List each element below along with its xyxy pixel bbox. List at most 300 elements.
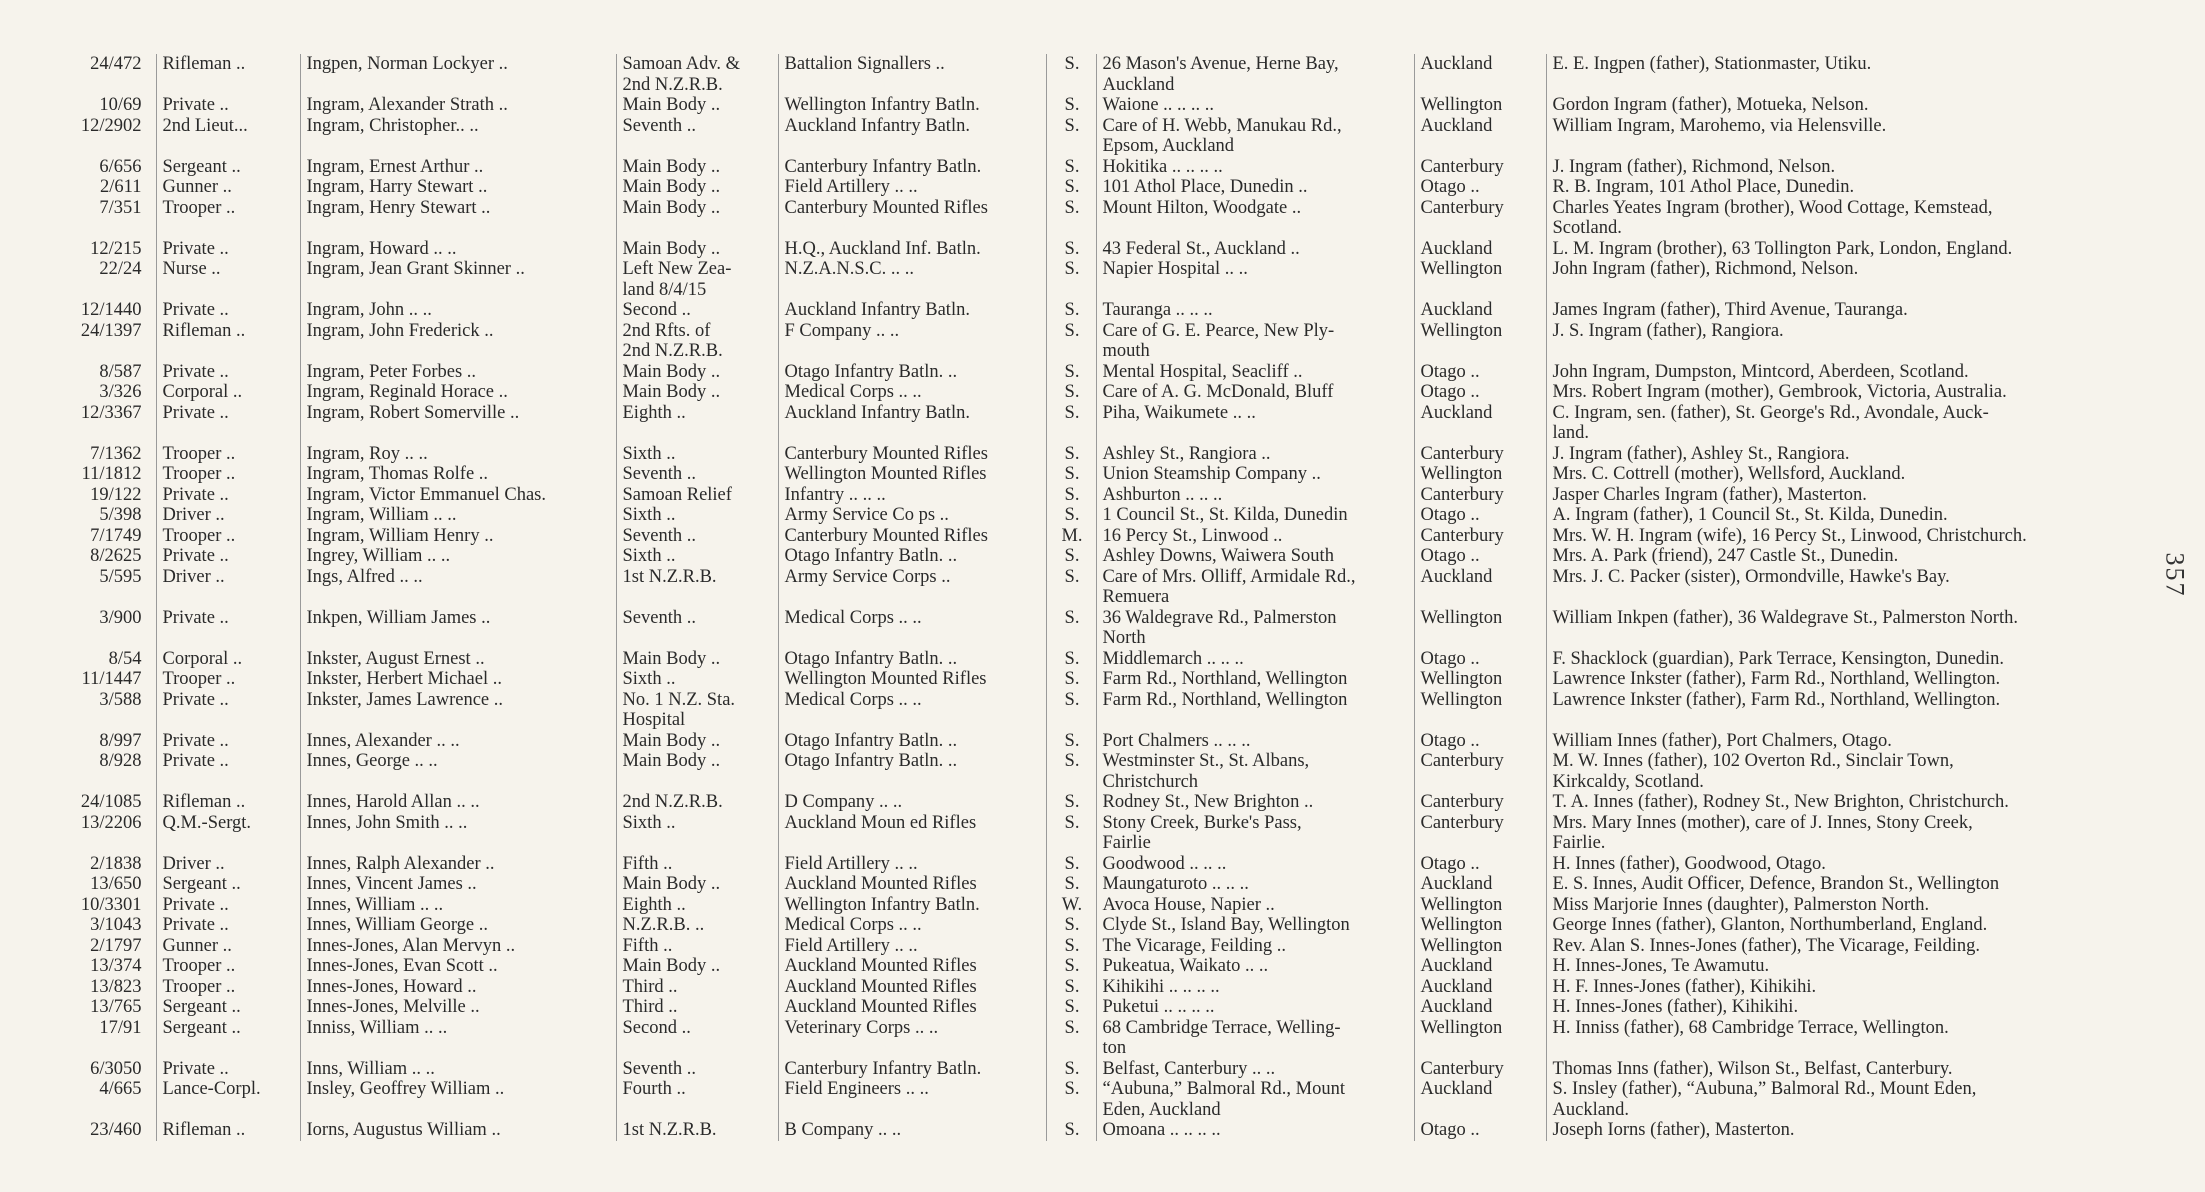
cell-name: Iorns, Augustus William .. — [300, 1120, 616, 1141]
cell-name: Ingram, Jean Grant Skinner .. — [300, 259, 616, 300]
cell-draft: Sixth .. — [616, 444, 778, 465]
table-row — [60, 1079, 2140, 1120]
cell-relative: H. F. Innes-Jones (father), Kihikihi. — [1546, 977, 2140, 998]
cell-marr: S. — [1046, 177, 1096, 198]
table-row — [60, 977, 2140, 998]
cell-marr: S. — [1046, 690, 1096, 731]
table-row — [60, 95, 2140, 116]
cell-addr: Tauranga .. .. .. — [1096, 300, 1414, 321]
page-number: 357 — [2160, 552, 2190, 598]
cell-addr: Care of H. Webb, Manukau Rd., Epsom, Auckland — [1096, 116, 1414, 157]
cell-draft: Main Body .. — [616, 362, 778, 383]
table-row — [60, 485, 2140, 506]
cell-name: Ingrey, William .. .. — [300, 546, 616, 567]
cell-rank: Driver .. — [156, 854, 300, 875]
cell-rank: Rifleman .. — [156, 1120, 300, 1141]
cell-relative: J. Ingram (father), Ashley St., Rangiora. — [1546, 444, 2140, 465]
cell-marr: S. — [1046, 198, 1096, 239]
cell-unit: Otago Infantry Batln. .. — [778, 546, 1046, 567]
cell-addr: 43 Federal St., Auckland .. — [1096, 239, 1414, 260]
cell-rank: Private .. — [156, 362, 300, 383]
cell-relative: Gordon Ingram (father), Motueka, Nelson. — [1546, 95, 2140, 116]
cell-rank: Rifleman .. — [156, 792, 300, 813]
cell-reg: 10/3301 — [80, 894, 142, 915]
cell-district: Wellington — [1414, 1018, 1546, 1059]
cell-draft: 1st N.Z.R.B. — [616, 1120, 778, 1141]
cell-draft: No. 1 N.Z. Sta. Hospital — [616, 690, 778, 731]
cell-addr: Care of Mrs. Olliff, Armidale Rd., Remuera — [1096, 567, 1414, 608]
cell-draft: Seventh .. — [616, 1059, 778, 1080]
cell-district: Otago .. — [1414, 505, 1546, 526]
cell-unit: Auckland Mounted Rifles — [778, 997, 1046, 1018]
cell-reg: 8/997 — [99, 730, 142, 751]
cell-reg: 3/588 — [99, 689, 142, 710]
cell-relative: George Innes (father), Glanton, Northumberland, England. — [1546, 915, 2140, 936]
cell-reg: 12/3367 — [80, 402, 142, 423]
cell-relative: William Innes (father), Port Chalmers, Otago. — [1546, 731, 2140, 752]
cell-addr: Ashburton .. .. .. — [1096, 485, 1414, 506]
cell-reg: 5/595 — [99, 566, 142, 587]
table-row — [60, 915, 2140, 936]
cell-draft: Main Body .. — [616, 382, 778, 403]
cell-relative: John Ingram, Dumpston, Mintcord, Aberdeen, Scotland. — [1546, 362, 2140, 383]
table-row — [60, 1018, 2140, 1059]
cell-addr: Goodwood .. .. .. — [1096, 854, 1414, 875]
cell-reg: 7/1749 — [90, 525, 142, 546]
cell-relative: Mrs. A. Park (friend), 247 Castle St., Dunedin. — [1546, 546, 2140, 567]
cell-draft: Sixth .. — [616, 505, 778, 526]
cell-marr: S. — [1046, 956, 1096, 977]
cell-addr: Avoca House, Napier .. — [1096, 895, 1414, 916]
table-row — [60, 690, 2140, 731]
cell-draft: Seventh .. — [616, 526, 778, 547]
cell-marr: S. — [1046, 874, 1096, 895]
cell-draft: 2nd Rfts. of 2nd N.Z.R.B. — [616, 321, 778, 362]
cell-name: Ingram, Henry Stewart .. — [300, 198, 616, 239]
table-row — [60, 54, 2140, 95]
cell-name: Ingram, William Henry .. — [300, 526, 616, 547]
cell-rank: Rifleman .. — [156, 54, 300, 95]
cell-rank: Trooper .. — [156, 464, 300, 485]
table-row — [60, 895, 2140, 916]
cell-marr: W. — [1046, 895, 1096, 916]
cell-rank: Corporal .. — [156, 382, 300, 403]
cell-unit: Auckland Mounted Rifles — [778, 977, 1046, 998]
cell-draft: Seventh .. — [616, 608, 778, 649]
cell-draft: Third .. — [616, 997, 778, 1018]
cell-addr: Stony Creek, Burke's Pass, Fairlie — [1096, 813, 1414, 854]
cell-name: Inns, William .. .. — [300, 1059, 616, 1080]
cell-marr: S. — [1046, 300, 1096, 321]
cell-draft: Main Body .. — [616, 751, 778, 792]
cell-rank: Lance-Corpl. — [156, 1079, 300, 1120]
cell-name: Ingram, Alexander Strath .. — [300, 95, 616, 116]
table-row — [60, 116, 2140, 157]
cell-relative: William Inkpen (father), 36 Waldegrave St., Palmerston North. — [1546, 608, 2140, 649]
cell-draft: Seventh .. — [616, 464, 778, 485]
cell-rank: Private .. — [156, 485, 300, 506]
cell-relative: M. W. Innes (father), 102 Overton Rd., Sinclair Town, Kirkcaldy, Scotland. — [1546, 751, 2140, 792]
cell-district: Canterbury — [1414, 813, 1546, 854]
table-row — [60, 505, 2140, 526]
cell-addr: “Aubuna,” Balmoral Rd., Mount Eden, Auckland — [1096, 1079, 1414, 1120]
cell-relative: T. A. Innes (father), Rodney St., New Brighton, Christchurch. — [1546, 792, 2140, 813]
cell-reg: 3/900 — [99, 607, 142, 628]
cell-name: Inkster, August Ernest .. — [300, 649, 616, 670]
cell-district: Wellington — [1414, 95, 1546, 116]
cell-unit: Auckland Moun ed Rifles — [778, 813, 1046, 854]
cell-unit: Auckland Infantry Batln. — [778, 403, 1046, 444]
cell-reg: 13/374 — [90, 956, 142, 976]
cell-unit: Otago Infantry Batln. .. — [778, 751, 1046, 792]
cell-draft: Sixth .. — [616, 813, 778, 854]
cell-name: Inniss, William .. .. — [300, 1018, 616, 1059]
cell-reg: 8/54 — [108, 648, 142, 669]
cell-unit: Field Engineers .. .. — [778, 1079, 1046, 1120]
table-row — [60, 813, 2140, 854]
table-row — [60, 608, 2140, 649]
cell-marr: S. — [1046, 116, 1096, 157]
cell-addr: Union Steamship Company .. — [1096, 464, 1414, 485]
cell-reg: 10/69 — [99, 95, 142, 115]
cell-rank: Private .. — [156, 95, 300, 116]
cell-unit: Battalion Signallers .. — [778, 54, 1046, 95]
cell-district: Auckland — [1414, 403, 1546, 444]
table-row — [60, 1059, 2140, 1080]
cell-relative: Charles Yeates Ingram (brother), Wood Cottage, Kemstead, Scotland. — [1546, 198, 2140, 239]
cell-name: Inkpen, William James .. — [300, 608, 616, 649]
cell-reg: 4/665 — [99, 1079, 142, 1099]
cell-addr: Pukeatua, Waikato .. .. — [1096, 956, 1414, 977]
cell-unit: Veterinary Corps .. .. — [778, 1018, 1046, 1059]
cell-unit: Auckland Mounted Rifles — [778, 874, 1046, 895]
cell-relative: Rev. Alan S. Innes-Jones (father), The Vicarage, Feilding. — [1546, 936, 2140, 957]
table-row — [60, 936, 2140, 957]
cell-district: Auckland — [1414, 956, 1546, 977]
cell-rank: Private .. — [156, 300, 300, 321]
cell-district: Otago .. — [1414, 1120, 1546, 1141]
cell-addr: Piha, Waikumete .. .. — [1096, 403, 1414, 444]
cell-name: Ingram, Thomas Rolfe .. — [300, 464, 616, 485]
cell-district: Canterbury — [1414, 526, 1546, 547]
cell-addr: The Vicarage, Feilding .. — [1096, 936, 1414, 957]
cell-marr: S. — [1046, 1120, 1096, 1141]
cell-relative: H. Innes-Jones (father), Kihikihi. — [1546, 997, 2140, 1018]
cell-reg: 22/24 — [99, 259, 142, 279]
cell-unit: Wellington Mounted Rifles — [778, 464, 1046, 485]
cell-reg: 6/656 — [99, 156, 142, 177]
cell-rank: Sergeant .. — [156, 1018, 300, 1059]
cell-draft: Seventh .. — [616, 116, 778, 157]
cell-relative: John Ingram (father), Richmond, Nelson. — [1546, 259, 2140, 300]
nominal-roll-table — [60, 54, 2140, 1141]
cell-relative: J. S. Ingram (father), Rangiora. — [1546, 321, 2140, 362]
cell-name: Ings, Alfred .. .. — [300, 567, 616, 608]
cell-marr: S. — [1046, 977, 1096, 998]
cell-unit: Otago Infantry Batln. .. — [778, 649, 1046, 670]
cell-district: Wellington — [1414, 608, 1546, 649]
cell-district: Auckland — [1414, 239, 1546, 260]
cell-addr: Port Chalmers .. .. .. — [1096, 731, 1414, 752]
table-row — [60, 157, 2140, 178]
cell-unit: Canterbury Mounted Rifles — [778, 526, 1046, 547]
cell-district: Auckland — [1414, 1079, 1546, 1120]
cell-unit: Wellington Mounted Rifles — [778, 669, 1046, 690]
cell-district: Otago .. — [1414, 362, 1546, 383]
cell-name: Innes-Jones, Melville .. — [300, 997, 616, 1018]
cell-relative: Lawrence Inkster (father), Farm Rd., Northland, Wellington. — [1546, 690, 2140, 731]
table-row — [60, 669, 2140, 690]
cell-addr: Maungaturoto .. .. .. — [1096, 874, 1414, 895]
cell-name: Ingram, Roy .. .. — [300, 444, 616, 465]
cell-district: Wellington — [1414, 936, 1546, 957]
cell-district: Canterbury — [1414, 444, 1546, 465]
cell-reg: 7/351 — [99, 197, 142, 218]
cell-addr: 26 Mason's Avenue, Herne Bay, Auckland — [1096, 54, 1414, 95]
cell-marr: S. — [1046, 362, 1096, 383]
cell-unit: Canterbury Infantry Batln. — [778, 157, 1046, 178]
cell-marr: S. — [1046, 403, 1096, 444]
cell-unit: N.Z.A.N.S.C. .. .. — [778, 259, 1046, 300]
cell-name: Innes, John Smith .. .. — [300, 813, 616, 854]
cell-marr: S. — [1046, 444, 1096, 465]
table-row — [60, 649, 2140, 670]
cell-marr: S. — [1046, 54, 1096, 95]
cell-name: Innes, William George .. — [300, 915, 616, 936]
cell-addr: Mount Hilton, Woodgate .. — [1096, 198, 1414, 239]
cell-addr: Napier Hospital .. .. — [1096, 259, 1414, 300]
cell-rank: Trooper .. — [156, 956, 300, 977]
cell-district: Auckland — [1414, 116, 1546, 157]
cell-name: Innes, Harold Allan .. .. — [300, 792, 616, 813]
cell-marr: S. — [1046, 854, 1096, 875]
cell-addr: 36 Waldegrave Rd., Palmerston North — [1096, 608, 1414, 649]
cell-addr: 16 Percy St., Linwood .. — [1096, 526, 1414, 547]
cell-relative: Joseph Iorns (father), Masterton. — [1546, 1120, 2140, 1141]
cell-reg: 12/215 — [90, 238, 142, 259]
cell-addr: 1 Council St., St. Kilda, Dunedin — [1096, 505, 1414, 526]
table-row — [60, 1120, 2140, 1141]
cell-reg: 2/611 — [100, 177, 142, 197]
cell-unit: Army Service Co ps .. — [778, 505, 1046, 526]
table-row — [60, 731, 2140, 752]
cell-reg: 11/1447 — [81, 669, 142, 689]
cell-relative: Mrs. Robert Ingram (mother), Gembrook, Victoria, Australia. — [1546, 382, 2140, 403]
cell-draft: Main Body .. — [616, 649, 778, 670]
cell-name: Ingram, Christopher.. .. — [300, 116, 616, 157]
cell-name: Ingram, Ernest Arthur .. — [300, 157, 616, 178]
cell-rank: Trooper .. — [156, 444, 300, 465]
cell-district: Otago .. — [1414, 382, 1546, 403]
cell-relative: Miss Marjorie Innes (daughter), Palmerston North. — [1546, 895, 2140, 916]
cell-marr: S. — [1046, 792, 1096, 813]
cell-unit: F Company .. .. — [778, 321, 1046, 362]
cell-reg: 13/823 — [90, 976, 142, 997]
cell-addr: Mental Hospital, Seacliff .. — [1096, 362, 1414, 383]
cell-rank: Gunner .. — [156, 936, 300, 957]
cell-marr: S. — [1046, 546, 1096, 567]
cell-reg: 19/122 — [90, 484, 142, 505]
cell-relative: Jasper Charles Ingram (father), Masterton. — [1546, 485, 2140, 506]
cell-marr: S. — [1046, 464, 1096, 485]
cell-marr: S. — [1046, 1059, 1096, 1080]
cell-name: Innes, George .. .. — [300, 751, 616, 792]
cell-marr: S. — [1046, 567, 1096, 608]
cell-reg: 8/2625 — [90, 546, 142, 566]
cell-reg: 2/1797 — [90, 935, 142, 956]
cell-marr: S. — [1046, 915, 1096, 936]
cell-district: Wellington — [1414, 321, 1546, 362]
cell-unit: Field Artillery .. .. — [778, 177, 1046, 198]
table-row — [60, 464, 2140, 485]
cell-relative: Mrs. C. Cottrell (mother), Wellsford, Auckland. — [1546, 464, 2140, 485]
cell-addr: Middlemarch .. .. .. — [1096, 649, 1414, 670]
cell-district: Wellington — [1414, 895, 1546, 916]
table-row — [60, 792, 2140, 813]
table-row — [60, 526, 2140, 547]
cell-relative: Lawrence Inkster (father), Farm Rd., Northland, Wellington. — [1546, 669, 2140, 690]
cell-name: Inkster, Herbert Michael .. — [300, 669, 616, 690]
cell-addr: Ashley Downs, Waiwera South — [1096, 546, 1414, 567]
cell-district: Otago .. — [1414, 546, 1546, 567]
cell-marr: S. — [1046, 936, 1096, 957]
cell-rank: Private .. — [156, 731, 300, 752]
cell-draft: Third .. — [616, 977, 778, 998]
cell-reg: 13/2206 — [80, 812, 142, 833]
cell-marr: S. — [1046, 1079, 1096, 1120]
table-row — [60, 362, 2140, 383]
cell-addr: Puketui .. .. .. .. — [1096, 997, 1414, 1018]
cell-relative: Mrs. Mary Innes (mother), care of J. Innes, Stony Creek, Fairlie. — [1546, 813, 2140, 854]
cell-rank: Private .. — [156, 608, 300, 649]
cell-district: Otago .. — [1414, 854, 1546, 875]
cell-marr: S. — [1046, 669, 1096, 690]
cell-relative: Mrs. J. C. Packer (sister), Ormondville, Hawke's Bay. — [1546, 567, 2140, 608]
cell-rank: Trooper .. — [156, 526, 300, 547]
cell-district: Canterbury — [1414, 792, 1546, 813]
cell-unit: H.Q., Auckland Inf. Batln. — [778, 239, 1046, 260]
cell-rank: Private .. — [156, 239, 300, 260]
cell-district: Canterbury — [1414, 1059, 1546, 1080]
cell-rank: Private .. — [156, 546, 300, 567]
cell-rank: Private .. — [156, 915, 300, 936]
cell-draft: Eighth .. — [616, 895, 778, 916]
cell-rank: Private .. — [156, 403, 300, 444]
cell-draft: Sixth .. — [616, 669, 778, 690]
cell-rank: Corporal .. — [156, 649, 300, 670]
cell-rank: Driver .. — [156, 567, 300, 608]
cell-name: Ingram, Victor Emmanuel Chas. — [300, 485, 616, 506]
cell-name: Ingram, John .. .. — [300, 300, 616, 321]
cell-marr: S. — [1046, 505, 1096, 526]
cell-district: Wellington — [1414, 259, 1546, 300]
cell-unit: Field Artillery .. .. — [778, 854, 1046, 875]
cell-addr: Hokitika .. .. .. .. — [1096, 157, 1414, 178]
cell-reg: 5/398 — [99, 505, 142, 525]
cell-name: Ingram, Reginald Horace .. — [300, 382, 616, 403]
cell-addr: Clyde St., Island Bay, Wellington — [1096, 915, 1414, 936]
cell-draft: Sixth .. — [616, 546, 778, 567]
table-row — [60, 956, 2140, 977]
cell-reg: 2/1838 — [90, 853, 142, 874]
cell-reg: 17/91 — [99, 1017, 142, 1038]
cell-rank: Sergeant .. — [156, 874, 300, 895]
table-row — [60, 321, 2140, 362]
cell-reg: 6/3050 — [90, 1058, 142, 1079]
cell-marr: S. — [1046, 813, 1096, 854]
cell-addr: Waione .. .. .. .. — [1096, 95, 1414, 116]
cell-district: Auckland — [1414, 997, 1546, 1018]
cell-name: Innes-Jones, Howard .. — [300, 977, 616, 998]
table-row — [60, 567, 2140, 608]
cell-unit: Field Artillery .. .. — [778, 936, 1046, 957]
cell-draft: Samoan Adv. & 2nd N.Z.R.B. — [616, 54, 778, 95]
cell-district: Auckland — [1414, 977, 1546, 998]
cell-addr: Ashley St., Rangiora .. — [1096, 444, 1414, 465]
cell-rank: Private .. — [156, 1059, 300, 1080]
cell-district: Auckland — [1414, 300, 1546, 321]
cell-district: Wellington — [1414, 669, 1546, 690]
cell-relative: F. Shacklock (guardian), Park Terrace, Kensington, Dunedin. — [1546, 649, 2140, 670]
cell-reg: 24/1397 — [80, 320, 142, 341]
cell-name: Ingram, John Frederick .. — [300, 321, 616, 362]
cell-unit: Auckland Mounted Rifles — [778, 956, 1046, 977]
table-row — [60, 874, 2140, 895]
table-row — [60, 198, 2140, 239]
cell-name: Innes, Vincent James .. — [300, 874, 616, 895]
cell-name: Insley, Geoffrey William .. — [300, 1079, 616, 1120]
cell-unit: Medical Corps .. .. — [778, 608, 1046, 649]
cell-rank: Gunner .. — [156, 177, 300, 198]
cell-relative: William Ingram, Marohemo, via Helensville. — [1546, 116, 2140, 157]
table-row — [60, 751, 2140, 792]
table-row — [60, 382, 2140, 403]
cell-relative: J. Ingram (father), Richmond, Nelson. — [1546, 157, 2140, 178]
cell-draft: Second .. — [616, 1018, 778, 1059]
cell-district: Auckland — [1414, 567, 1546, 608]
cell-district: Canterbury — [1414, 198, 1546, 239]
cell-unit: Auckland Infantry Batln. — [778, 300, 1046, 321]
cell-addr: 68 Cambridge Terrace, Welling- ton — [1096, 1018, 1414, 1059]
cell-relative: Thomas Inns (father), Wilson St., Belfast, Canterbury. — [1546, 1059, 2140, 1080]
cell-addr: Farm Rd., Northland, Wellington — [1096, 669, 1414, 690]
cell-district: Auckland — [1414, 874, 1546, 895]
cell-marr: S. — [1046, 95, 1096, 116]
cell-draft: Main Body .. — [616, 956, 778, 977]
cell-relative: H. Inniss (father), 68 Cambridge Terrace, Wellington. — [1546, 1018, 2140, 1059]
cell-rank: Private .. — [156, 751, 300, 792]
cell-draft: N.Z.R.B. .. — [616, 915, 778, 936]
cell-draft: Eighth .. — [616, 403, 778, 444]
cell-addr: 101 Athol Place, Dunedin .. — [1096, 177, 1414, 198]
cell-rank: Sergeant .. — [156, 997, 300, 1018]
roll-body — [60, 54, 2140, 1141]
cell-draft: Fifth .. — [616, 936, 778, 957]
table-row — [60, 444, 2140, 465]
cell-marr: S. — [1046, 321, 1096, 362]
cell-draft: Left New Zea- land 8/4/15 — [616, 259, 778, 300]
cell-addr: Westminster St., St. Albans, Christchurch — [1096, 751, 1414, 792]
cell-marr: S. — [1046, 382, 1096, 403]
table-row — [60, 546, 2140, 567]
cell-relative: R. B. Ingram, 101 Athol Place, Dunedin. — [1546, 177, 2140, 198]
cell-name: Ingram, Robert Somerville .. — [300, 403, 616, 444]
cell-name: Ingram, Howard .. .. — [300, 239, 616, 260]
cell-district: Otago .. — [1414, 731, 1546, 752]
cell-reg: 13/650 — [90, 874, 142, 894]
cell-reg: 12/1440 — [80, 300, 142, 320]
cell-reg: 7/1362 — [90, 443, 142, 464]
